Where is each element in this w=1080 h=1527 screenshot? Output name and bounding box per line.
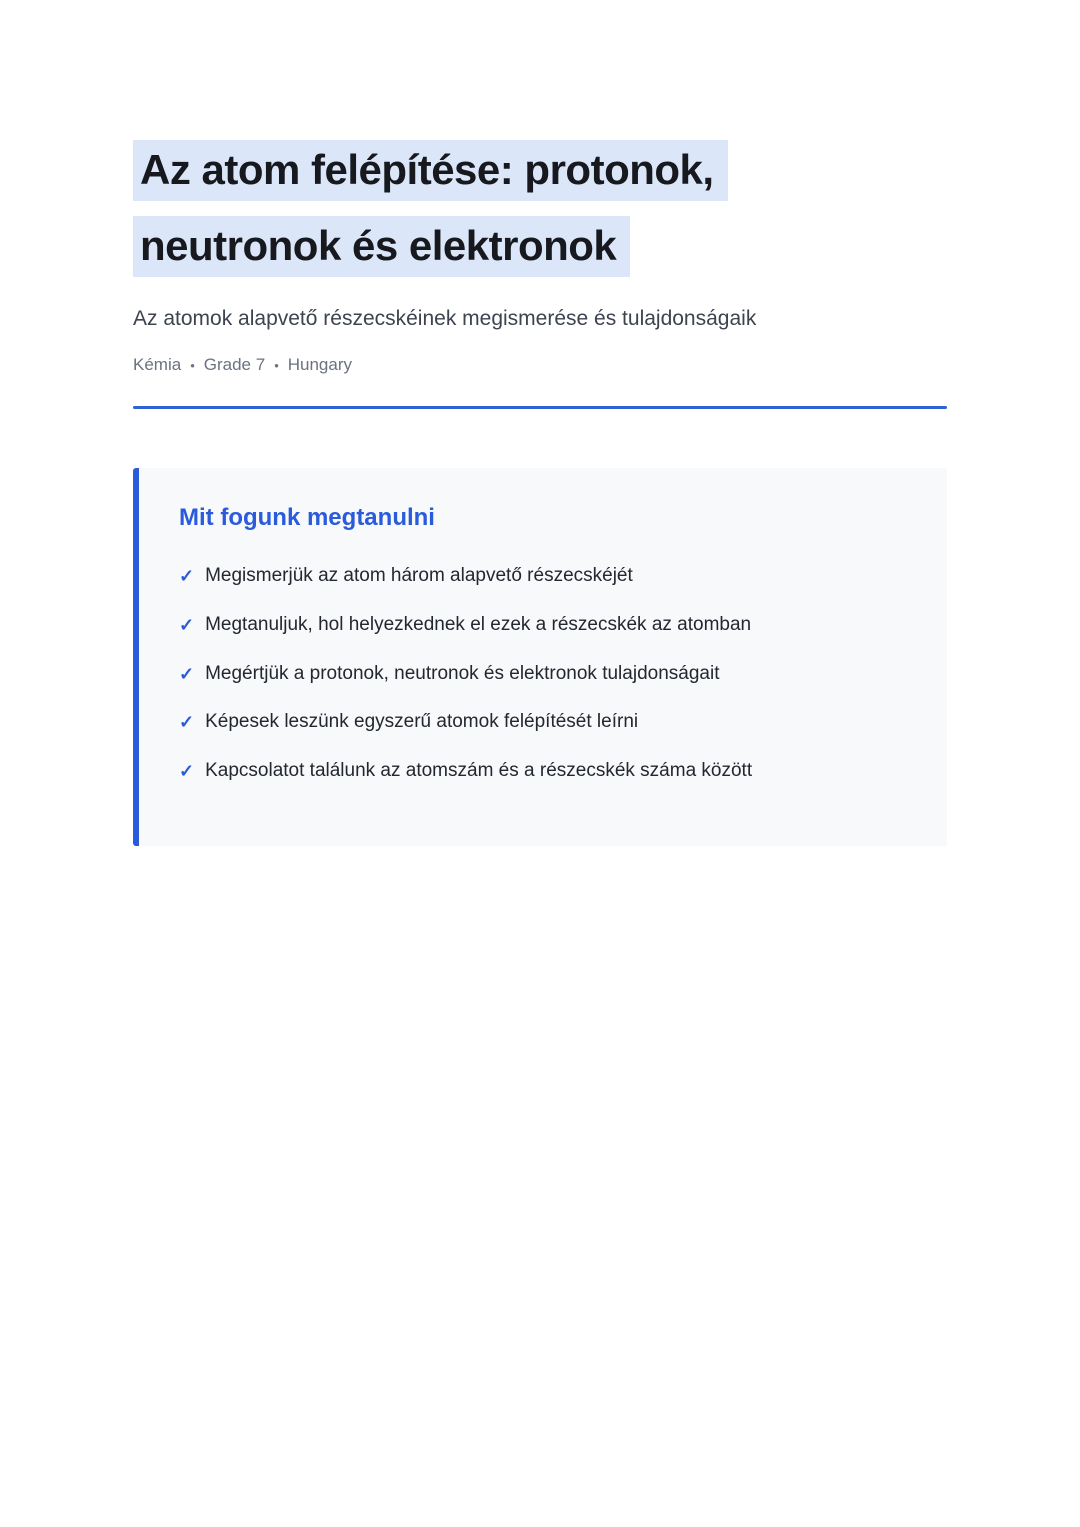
checkmark-icon: ✓: [179, 615, 195, 636]
meta-country: Hungary: [287, 355, 353, 375]
objective-text: Kapcsolatot találunk az atomszám és a részecskék száma között: [205, 760, 753, 782]
checkmark-icon: ✓: [179, 663, 195, 684]
objective-text: Megtanuljuk, hol helyezkednek el ezek a részecskék az atomban: [205, 614, 752, 636]
meta-separator-icon: •: [190, 357, 195, 373]
objective-text: Képesek leszünk egyszerű atomok felépítését leírni: [205, 711, 639, 733]
list-item: [179, 613, 907, 638]
page-title-line-1: Az atom felépítése: protonok,: [133, 140, 728, 201]
list-item: [179, 710, 907, 735]
objectives-list: [179, 564, 907, 783]
learning-objectives-card: [133, 468, 947, 845]
list-item: [179, 759, 907, 784]
page-title: [133, 140, 947, 292]
meta-row: [133, 355, 947, 375]
page-subtitle: Az atomok alapvető részecskéinek megismerése és tulajdonságaik: [133, 307, 757, 330]
objective-text: Megértjük a protonok, neutronok és elektronok tulajdonságait: [205, 662, 720, 684]
checkmark-icon: ✓: [179, 566, 195, 587]
meta-subject: Kémia: [133, 355, 182, 375]
meta-separator-icon: •: [274, 357, 279, 373]
section-divider: [133, 406, 947, 409]
list-item: [179, 564, 907, 589]
checkmark-icon: ✓: [179, 761, 195, 782]
objective-text: Megismerjük az atom három alapvető részecskéjét: [205, 565, 633, 587]
list-item: [179, 662, 907, 687]
meta-grade: Grade 7: [203, 355, 266, 375]
page-title-line-2: neutronok és elektronok: [133, 216, 630, 277]
learning-objectives-heading: Mit fogunk megtanulni: [179, 504, 435, 532]
checkmark-icon: ✓: [179, 712, 195, 733]
